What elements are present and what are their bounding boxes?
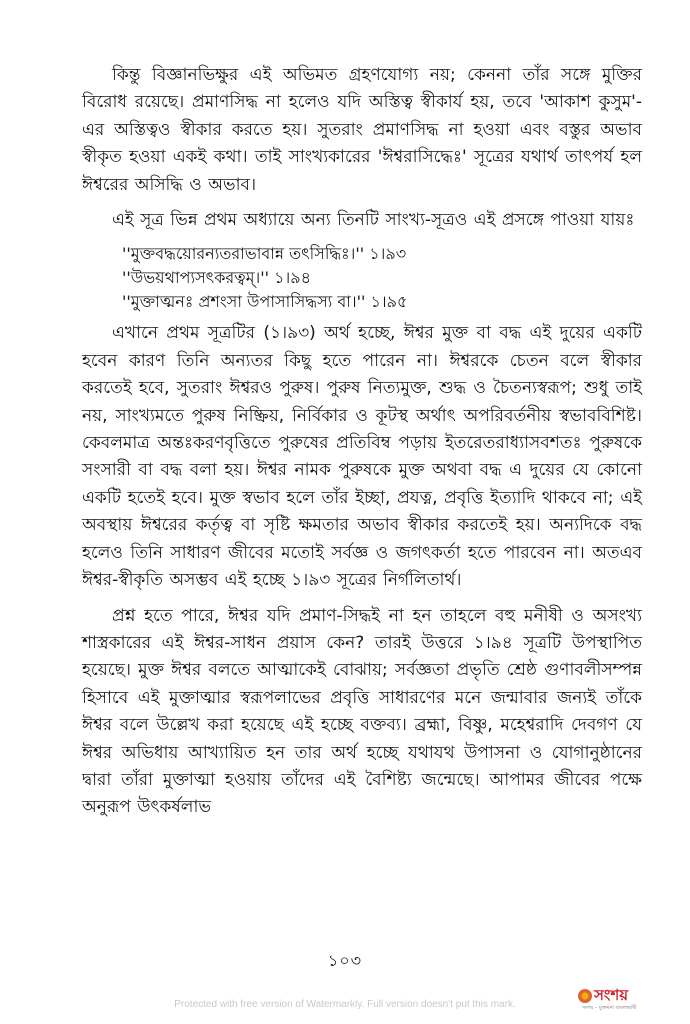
logo-text: সংশয়: [594, 986, 629, 1004]
sutra-1-93: ''মুক্তবদ্ধয়োরন্যতরাভাবান্ন তৎসিদ্ধিঃ।'' ১।৯৩: [122, 244, 407, 264]
sutra-1-94: ''উভয়থাপ্যসৎকরত্বম্।'' ১।৯৪: [122, 268, 311, 288]
sanshay-logo: [578, 984, 656, 1012]
page-number: ১০৩: [327, 951, 363, 970]
sutra-1-95: ''মুক্তাত্মনঃ প্রশংসা উপাসাসিদ্ধস্য বা।'' ১।৯৫: [122, 292, 408, 312]
body-text: [82, 62, 642, 830]
sutra-list: [82, 242, 642, 314]
logo-mark: [578, 984, 656, 1006]
paragraph-4: প্রশ্ন হতে পারে, ঈশ্বর যদি প্রমাণ-সিদ্ধই না হন তাহলে বহু মনীষী ও অসংখ্য শাস্ত্রকারের এই ঈশ্বর-সাধন প্রয়াস কেন? তারই উত্তরে ১।৯৪ সূত্রটি উপস্থাপিত হয়েছে। মুক্ত ঈশ্বর বলতে আত্মাকেই বোঝায়; সর্বজ্ঞতা প্রভৃতি শ্রেষ্ঠ গুণাবলীসম্পন্ন হিসাবে এই মুক্তাত্মার স্বরূপলাভের প্রবৃত্তি সাধারণের মনে জন্মাবার জন্যই তাঁকে ঈশ্বর বলে উল্লেখ করা হয়েছে এই হচ্ছে বক্তব্য। ব্রহ্মা, বিষ্ণু, মহেশ্বরাদি দেবগণ যে ঈশ্বর অভিধায় আখ্যায়িত হন তার অর্থ হচ্ছে যথাযথ উপাসনা ও যোগানুষ্ঠানের দ্বারা তাঁরা মুক্তাত্মা হওয়ায় তাঁদের এই বৈশিষ্ট্য জন্মেছে। আপামর জীবের পক্ষে অনুরূপ উৎকর্ষলাভ: [82, 605, 642, 818]
watermark-text: Protected with free version of Watermarkly. Full version doesn't put this mark.: [174, 999, 516, 1010]
paragraph-3: এখানে প্রথম সূত্রটির (১।৯৩) অর্থ হচ্ছে, ঈশ্বর মুক্ত বা বদ্ধ এই দুয়ের একটি হবেন কারণ তিনি অন্যতর কিছু হতে পারেন না। ঈশ্বরকে চেতন বলে স্বীকার করতেই হবে, সুতরাং ঈশ্বরও পুরুষ। পুরুষ নিত্যমুক্ত, শুদ্ধ ও চৈতন্যস্বরূপ; শুধু তাই নয়, সাংখ্যমতে পুরুষ নিষ্ক্রিয়, নির্বিকার ও কূটস্থ অর্থাৎ অপরিবর্তনীয় স্বভাববিশিষ্ট। কেবলমাত্র অন্তঃকরণবৃত্তিতে পুরুষের প্রতিবিম্ব পড়ায় ইতরেতরাধ্যাসবশতঃ পুরুষকে সংসারী বা বদ্ধ বলা হয়। ঈশ্বর নামক পুরুষকে মুক্ত অথবা বদ্ধ এ দুয়ের যে কোনো একটি হতেই হবে। মুক্ত স্বভাব হলে তাঁর ইচ্ছা, প্রযত্ন, প্রবৃত্তি ইত্যাদি থাকবে না; এই অবস্থায় ঈশ্বরের কর্তৃত্ব বা সৃষ্টি ক্ষমতার অভাব স্বীকার করতেই হয়। অন্যদিকে বদ্ধ হলেও তিনি সাধারণ জীবের মতোই সর্বজ্ঞ ও জগৎকর্তা হতে পারবেন না। অতএব ঈশ্বর-স্বীকৃতি অসম্ভব এই হচ্ছে ১।৯৩ সূত্রের নির্গলিতার্থ।: [82, 323, 642, 591]
paragraph-2: এই সূত্র ভিন্ন প্রথম অধ্যায়ে অন্য তিনটি সাংখ্য-সূত্রও এই প্রসঙ্গে পাওয়া যায়ঃ: [112, 210, 635, 231]
logo-tagline: সংশয় – মুক্তমনা বাংলাভাষী: [582, 1005, 637, 1011]
flower-icon: [578, 989, 592, 1003]
paragraph-1: কিন্তু বিজ্ঞানভিক্ষুর এই অভিমত গ্রহণযোগ্য নয়; কেননা তাঁর সঙ্গে মুক্তির বিরোধ রয়েছে। প্রমাণসিদ্ধ না হলেও যদি অস্তিত্ব স্বীকার্য হয়, তবে 'আকাশ কুসুম'-এর অস্তিত্বও স্বীকার করতে হয়। সুতরাং প্রমাণসিদ্ধ না হওয়া এবং বস্তুর অভাব স্বীকৃত হওয়া একই কথা। তাই সাংখ্যকারের 'ঈশ্বরাসিদ্ধেঃ' সূত্রের যথার্থ তাৎপর্য হল ঈশ্বরের অসিদ্ধি ও অভাব।: [82, 65, 642, 195]
